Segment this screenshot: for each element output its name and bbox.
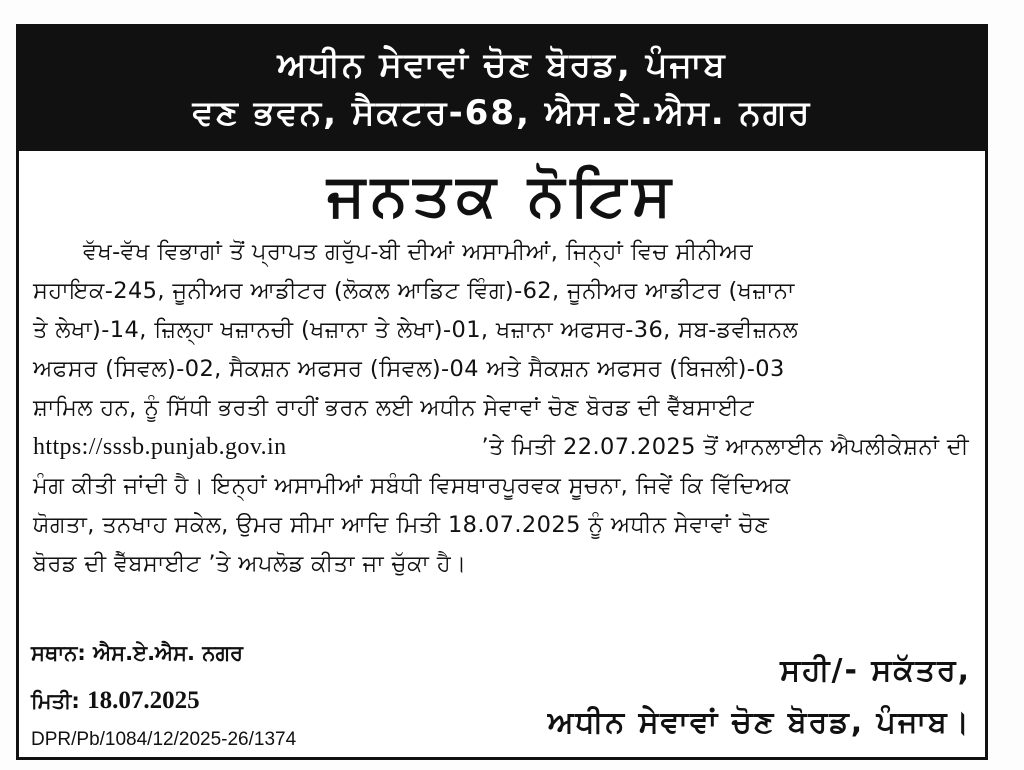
signature-secretary: ਸਹੀ/- ਸਕੱਤਰ, <box>780 653 971 688</box>
body-line-text: ’ਤੇ ਮਿਤੀ 22.07.2025 ਤੋਂ ਆਨਲਾਈਨ ਐਪਲੀਕੇਸ਼ਨਾਂ ਦੀ <box>481 434 969 460</box>
body-line <box>33 389 969 428</box>
body-line-text: ਸਹਾਇਕ-245, ਜੂਨੀਅਰ ਆਡੀਟਰ (ਲੋਕਲ ਆਡਿਟ ਵਿੰਗ)-62, ਜੂਨੀਅਰ ਆਡੀਟਰ (ਖਜ਼ਾਨਾ <box>33 278 795 304</box>
body-line <box>33 272 969 311</box>
website-link[interactable]: https://sssb.punjab.gov.in <box>33 434 287 460</box>
date-label: ਮਿਤੀ: <box>31 689 80 713</box>
body-line <box>33 350 969 389</box>
body-line-text: ਵੱਖ-ਵੱਖ ਵਿਭਾਗਾਂ ਤੋਂ ਪ੍ਰਾਪਤ ਗਰੁੱਪ-ਬੀ ਦੀਆਂ ਅਸਾਮੀਆਂ, ਜਿਨ੍ਹਾਂ ਵਿਚ ਸੀਨੀਅਰ <box>83 239 754 265</box>
dpr-reference: DPR/Pb/1084/12/2025-26/1374 <box>31 729 297 750</box>
body-line <box>33 428 969 467</box>
body-line <box>33 545 969 584</box>
body-line <box>33 311 969 350</box>
body-line-text: ਮੰਗ ਕੀਤੀ ਜਾਂਦੀ ਹੈ। ਇਨ੍ਹਾਂ ਅਸਾਮੀਆਂ ਸਬੰਧੀ ਵਿਸਥਾਰਪੂਰਵਕ ਸੂਚਨਾ, ਜਿਵੇਂ ਕਿ ਵਿੱਦਿਅਕ <box>33 473 791 499</box>
header-band <box>19 27 985 151</box>
date-value: 18.07.2025 <box>87 687 200 714</box>
body-line-text: ਯੋਗਤਾ, ਤਨਖਾਹ ਸਕੇਲ, ਉਮਰ ਸੀਮਾ ਆਦਿ ਮਿਤੀ 18.07.2025 ਨੂੰ ਅਧੀਨ ਸੇਵਾਵਾਂ ਚੋਣ <box>33 512 770 538</box>
body-line <box>33 233 969 272</box>
place-label: ਸਥਾਨ: ਐਸ.ਏ.ਐਸ. ਨਗਰ <box>31 641 244 665</box>
notice-footer <box>19 637 985 757</box>
notice-title: ਜਨਤਕ ਨੋਟਿਸ <box>327 161 677 229</box>
signature-board: ਅਧੀਨ ਸੇਵਾਵਾਂ ਚੋਣ ਬੋਰਡ, ਪੰਜਾਬ। <box>547 705 971 740</box>
public-notice <box>16 24 988 760</box>
board-address: ਵਣ ਭਵਨ, ਸੈਕਟਰ-68, ਐਸ.ਏ.ਐਸ. ਨਗਰ <box>192 93 812 133</box>
body-line <box>33 467 969 506</box>
body-line-text: ਬੋਰਡ ਦੀ ਵੈੱਬਸਾਈਟ ’ਤੇ ਅਪਲੋਡ ਕੀਤਾ ਜਾ ਚੁੱਕਾ ਹੈ। <box>33 551 467 577</box>
body-line-text: ਸ਼ਾਮਿਲ ਹਨ, ਨੂੰ ਸਿੱਧੀ ਭਰਤੀ ਰਾਹੀਂ ਭਰਨ ਲਈ ਅਧੀਨ ਸੇਵਾਵਾਂ ਚੋਣ ਬੋਰਡ ਦੀ ਵੈੱਬਸਾਈਟ <box>33 395 755 421</box>
body-line <box>33 506 969 545</box>
date-line <box>31 687 200 715</box>
body-line-text: ਅਫਸਰ (ਸਿਵਲ)-02, ਸੈਕਸ਼ਨ ਅਫਸਰ (ਸਿਵਲ)-04 ਅਤੇ ਸੈਕਸ਼ਨ ਅਫਸਰ (ਬਿਜਲੀ)-03 <box>33 356 785 382</box>
body-line-text: ਤੇ ਲੇਖਾ)-14, ਜ਼ਿਲ੍ਹਾ ਖਜ਼ਾਨਚੀ (ਖਜ਼ਾਨਾ ਤੇ ਲੇਖਾ)-01, ਖਜ਼ਾਨਾ ਅਫਸਰ-36, ਸਬ-ਡਵੀਜ਼ਨਲ <box>33 317 799 343</box>
board-name: ਅਧੀਨ ਸੇਵਾਵਾਂ ਚੋਣ ਬੋਰਡ, ਪੰਜਾਬ <box>277 45 727 85</box>
notice-body <box>33 233 969 584</box>
